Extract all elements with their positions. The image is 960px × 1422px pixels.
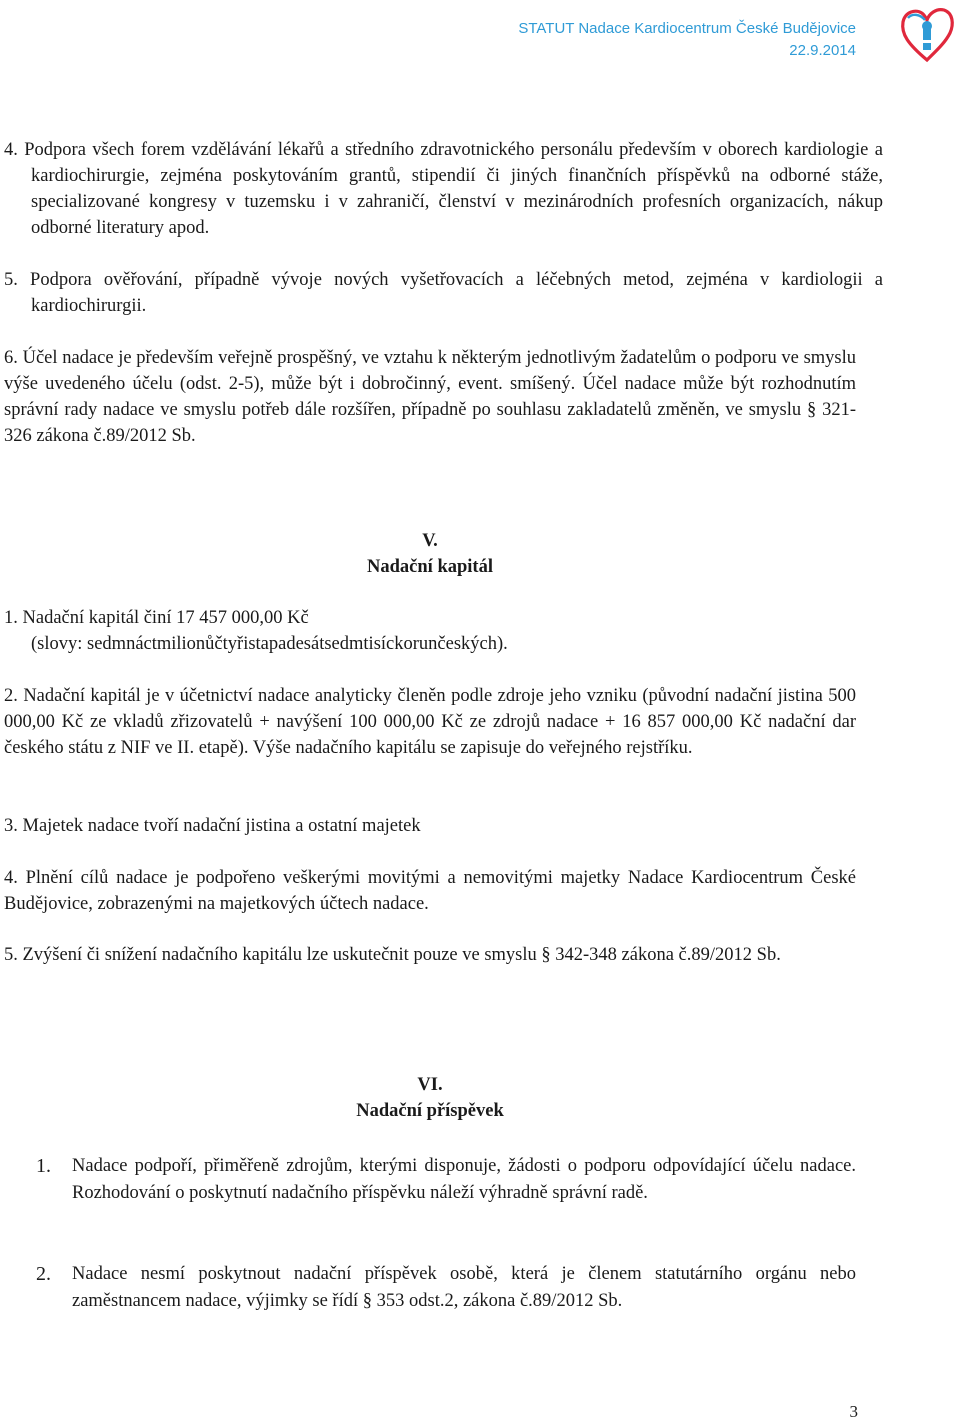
capital-item-4: 4. Plnění cílů nadace je podpořeno veškerými movitými a nemovitými majetky Nadace Kardiocentrum České Budějovice, zobrazenými na majetkových účtech nadace.	[4, 868, 856, 914]
capital-item-2: 2. Nadační kapitál je v účetnictví nadace analyticky členěn podle zdroje jeho vzniku (původní nadační jistina 500 000,00 Kč ze vkladů zřizovatelů + navýšení 100 000,00 Kč ze zdrojů nadace + 16 857 000,00 Kč nadační dar českého státu z NIF ve II. etapě). Výše nadačního kapitálu se zapisuje do veřejného rejstříku.	[4, 686, 856, 758]
contribution-list	[36, 1153, 856, 1206]
list-item-text: Nadace podpoří, přiměřeně zdrojům, kterými disponuje, žádosti o podporu odpovídající účelu nadace. Rozhodování o poskytnutí nadačního příspěvku náleží výhradně správní radě.	[72, 1156, 856, 1203]
capital-item-1	[4, 605, 856, 657]
list-item	[36, 1261, 856, 1314]
paragraph-4: 4. Podpora všech forem vzdělávání lékařů a středního zdravotnického personálu především v oborech kardiologie a kardiochirurgie, zejména poskytováním grantů, stipendií či jiných finančních příspěvků na odborné stáže, specializované kongresy v tuzemsku i v zahraničí, členství v mezinárodních profesních organizacích, nákup odborné literatury apod.	[4, 140, 883, 238]
capital-item-1-line1: 1. Nadační kapitál činí 17 457 000,00 Kč	[4, 608, 309, 628]
capital-item-5: 5. Zvýšení či snížení nadačního kapitálu lze uskutečnit pouze ve smyslu § 342-348 zákona č.89/2012 Sb.	[4, 945, 781, 965]
header-title: STATUT Nadace Kardiocentrum České Budějovice	[518, 20, 856, 37]
paragraph-6: 6. Účel nadace je především veřejně prospěšný, ve vztahu k některým jednotlivým žadatelům o podporu ve smyslu výše uvedeného účelu (odst. 2-5), může být i dobročinný, event. smíšený. Účel nadace může být rozhodnutím správní rady nadace ve smyslu potřeb dále rozšířen, případně po souhlasu zakladatelů změněn, ve smyslu § 321-326 zákona č.89/2012 Sb.	[4, 348, 856, 446]
header-date: 22.9.2014	[789, 42, 856, 59]
contribution-list-2	[36, 1261, 856, 1314]
section-v-number: V.	[422, 531, 438, 551]
capital-item-3: 3. Majetek nadace tvoří nadační jistina a ostatní majetek	[4, 816, 421, 836]
section-vi-title: Nadační příspěvek	[356, 1101, 504, 1121]
paragraph-5: 5. Podpora ověřování, případně vývoje nových vyšetřovacích a léčebných metod, zejména v kardiologii a kardiochirurgii.	[4, 270, 883, 316]
list-item-number: 1.	[36, 1155, 51, 1177]
heart-logo-icon	[898, 4, 956, 66]
list-item-text: Nadace nesmí poskytnout nadační příspěvek osobě, která je členem statutárního orgánu nebo zaměstnancem nadace, výjimky se řídí § 353 odst.2, zákona č.89/2012 Sb.	[72, 1264, 856, 1311]
page-number: 3	[849, 1402, 858, 1421]
document-header	[518, 18, 856, 62]
list-item-number: 2.	[36, 1263, 51, 1285]
list-item	[36, 1153, 856, 1206]
capital-item-1-line2: (slovy: sedmnáctmilionůčtyřistapadesátsedmtisíckorunčeských).	[31, 634, 508, 654]
section-vi-number: VI.	[417, 1075, 443, 1095]
section-v-title: Nadační kapitál	[367, 557, 493, 577]
